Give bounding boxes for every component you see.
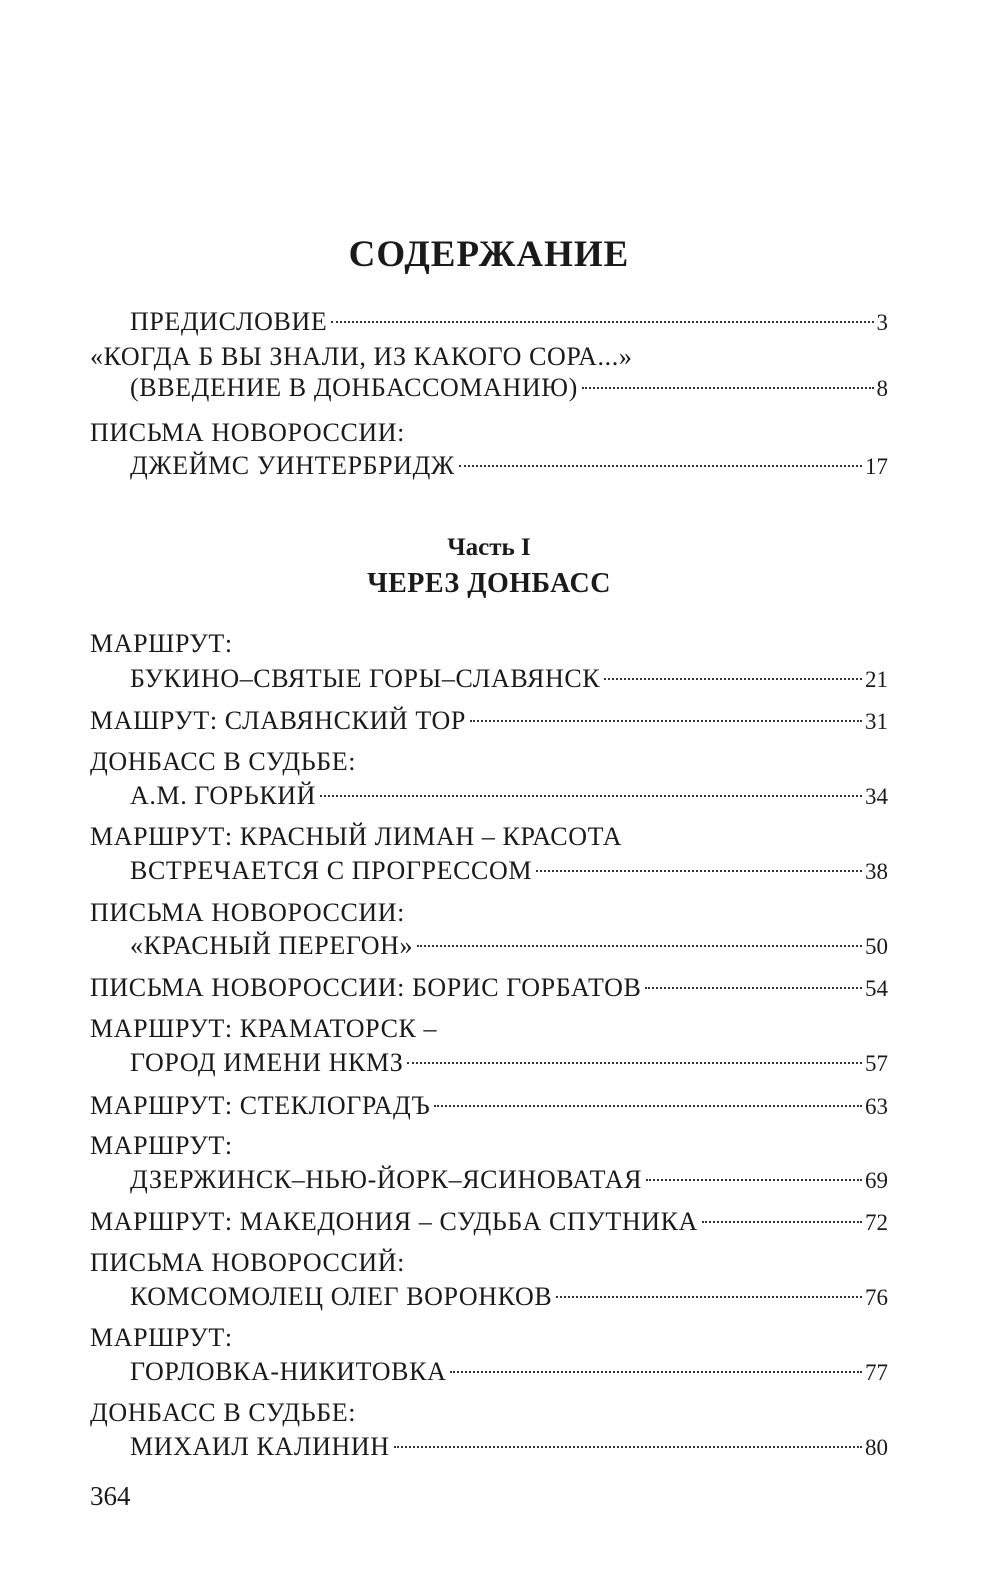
toc-entry-text: А.М. ГОРЬКИЙ [130, 781, 317, 810]
toc-page-number: 31 [865, 709, 888, 734]
toc-entry-line [90, 1162, 888, 1198]
toc-entry-line [90, 819, 888, 855]
toc-page-number: 54 [865, 976, 888, 1001]
toc-entry-text: БУКИНО–СВЯТЫЕ ГОРЫ–СЛАВЯНСК [130, 664, 601, 693]
page-folio: 364 [90, 1481, 131, 1511]
part-label: Часть I [447, 534, 531, 561]
toc-entry-line [90, 928, 888, 964]
toc-entry-line [90, 853, 888, 889]
toc-entry-line [90, 778, 888, 814]
dot-leader [582, 387, 874, 389]
toc-entry-line [90, 1128, 888, 1164]
toc-entry-line [90, 626, 888, 662]
toc-entry-text: ДЗЕРЖИНСК–НЬЮ-ЙОРК–ЯСИНОВАТАЯ [130, 1165, 643, 1194]
dot-leader [450, 1371, 862, 1373]
toc-entry-line [90, 1279, 888, 1315]
dot-leader [536, 870, 862, 872]
dot-leader [459, 465, 862, 467]
dot-leader [645, 987, 862, 989]
toc-entry-line [90, 1395, 888, 1431]
dot-leader [417, 945, 862, 947]
dot-leader [407, 1062, 862, 1064]
toc-entry-line [90, 895, 888, 931]
part-title: ЧЕРЕЗ ДОНБАСС [367, 568, 611, 599]
dot-leader [434, 1105, 862, 1107]
toc-entry-text: «КОГДА Б ВЫ ЗНАЛИ, ИЗ КАКОГО СОРА...» [90, 342, 633, 371]
toc-entry-text: МАРШРУТ: СТЕКЛОГРАДЪ [90, 1091, 431, 1120]
toc-entry-text: МАРШРУТ: КРАСНЫЙ ЛИМАН – КРАСОТА [90, 822, 623, 851]
toc-entry-text: «КРАСНЫЙ ПЕРЕГОН» [130, 931, 414, 960]
toc-entry-text: МАРШРУТ: МАКЕДОНИЯ – СУДЬБА СПУТНИКА [90, 1207, 698, 1236]
toc-entry-line [90, 970, 888, 1006]
toc-entry-line [90, 1320, 888, 1356]
toc-entry-line [90, 1354, 888, 1390]
toc-entry-text: КОМСОМОЛЕЦ ОЛЕГ ВОРОНКОВ [130, 1282, 553, 1311]
toc-page-number: 17 [865, 454, 888, 479]
toc-entry-text: МАРШРУТ: КРАМАТОРСК – [90, 1014, 438, 1043]
toc-entry-text: ГОРОД ИМЕНИ НКМЗ [130, 1048, 404, 1077]
toc-entry-line [90, 703, 888, 739]
toc-entry-line [90, 1429, 888, 1465]
toc-entry-text: ДОНБАСС В СУДЬБЕ: [90, 1398, 357, 1427]
dot-leader [702, 1221, 862, 1223]
toc-entry-line [90, 448, 888, 484]
dot-leader [646, 1179, 862, 1181]
toc-page-number: 57 [865, 1051, 888, 1076]
toc-entry-text: ПРЕДИСЛОВИЕ [130, 307, 328, 336]
toc-entry-line [90, 1011, 888, 1047]
toc-page-number: 77 [865, 1360, 888, 1385]
toc-entry-line [90, 304, 888, 340]
toc-entry-text: (ВВЕДЕНИЕ В ДОНБАССОМАНИЮ) [130, 373, 578, 402]
toc-page-number: 3 [876, 310, 888, 335]
toc-entry-text: ПИСЬМА НОВОРОССИЙ: [90, 1248, 405, 1277]
toc-entry-text: МАРШРУТ: [90, 1131, 233, 1160]
page-title: СОДЕРЖАНИЕ [348, 234, 630, 275]
toc-page-number: 76 [865, 1285, 888, 1310]
toc-entry-line [90, 1245, 888, 1281]
toc-page-number: 8 [876, 376, 888, 401]
toc-entry-text: ДОНБАСС В СУДЬБЕ: [90, 747, 357, 776]
dot-leader [394, 1446, 862, 1448]
toc-entry-text: МАРШРУТ: [90, 629, 233, 658]
toc-page-number: 72 [865, 1210, 888, 1235]
toc-page-number: 34 [865, 784, 888, 809]
toc-entry-line [90, 744, 888, 780]
toc-entry-text: ПИСЬМА НОВОРОССИИ: [90, 418, 405, 447]
dot-leader [470, 720, 862, 722]
dot-leader [604, 678, 862, 680]
toc-page-number: 21 [865, 667, 888, 692]
toc-entry-text: ВСТРЕЧАЕТСЯ С ПРОГРЕССОМ [130, 856, 533, 885]
toc-entry-text: ПИСЬМА НОВОРОССИИ: БОРИС ГОРБАТОВ [90, 973, 642, 1002]
toc-entry-line [90, 1088, 888, 1124]
toc-entry-line [90, 661, 888, 697]
toc-entry-line [90, 1045, 888, 1081]
toc-entry-text: МАШРУТ: СЛАВЯНСКИЙ ТОР [90, 706, 466, 735]
toc-entry-line [90, 370, 888, 406]
dot-leader [556, 1296, 862, 1298]
toc-entry-text: ГОРЛОВКА-НИКИТОВКА [130, 1357, 447, 1386]
toc-page-number: 38 [865, 859, 888, 884]
toc-page-number: 50 [865, 934, 888, 959]
toc-entry-text: МИХАИЛ КАЛИНИН [130, 1432, 390, 1461]
toc-entry-text: ДЖЕЙМС УИНТЕРБРИДЖ [130, 451, 455, 480]
toc-page-number: 69 [865, 1168, 888, 1193]
toc-entry-line [90, 415, 888, 451]
toc-entry-text: ПИСЬМА НОВОРОССИИ: [90, 898, 405, 927]
dot-leader [320, 795, 862, 797]
toc-page-number: 80 [865, 1435, 888, 1460]
toc-entry-line [90, 1204, 888, 1240]
toc-page-number: 63 [865, 1094, 888, 1119]
toc-entry-text: МАРШРУТ: [90, 1323, 233, 1352]
dot-leader [331, 321, 873, 323]
